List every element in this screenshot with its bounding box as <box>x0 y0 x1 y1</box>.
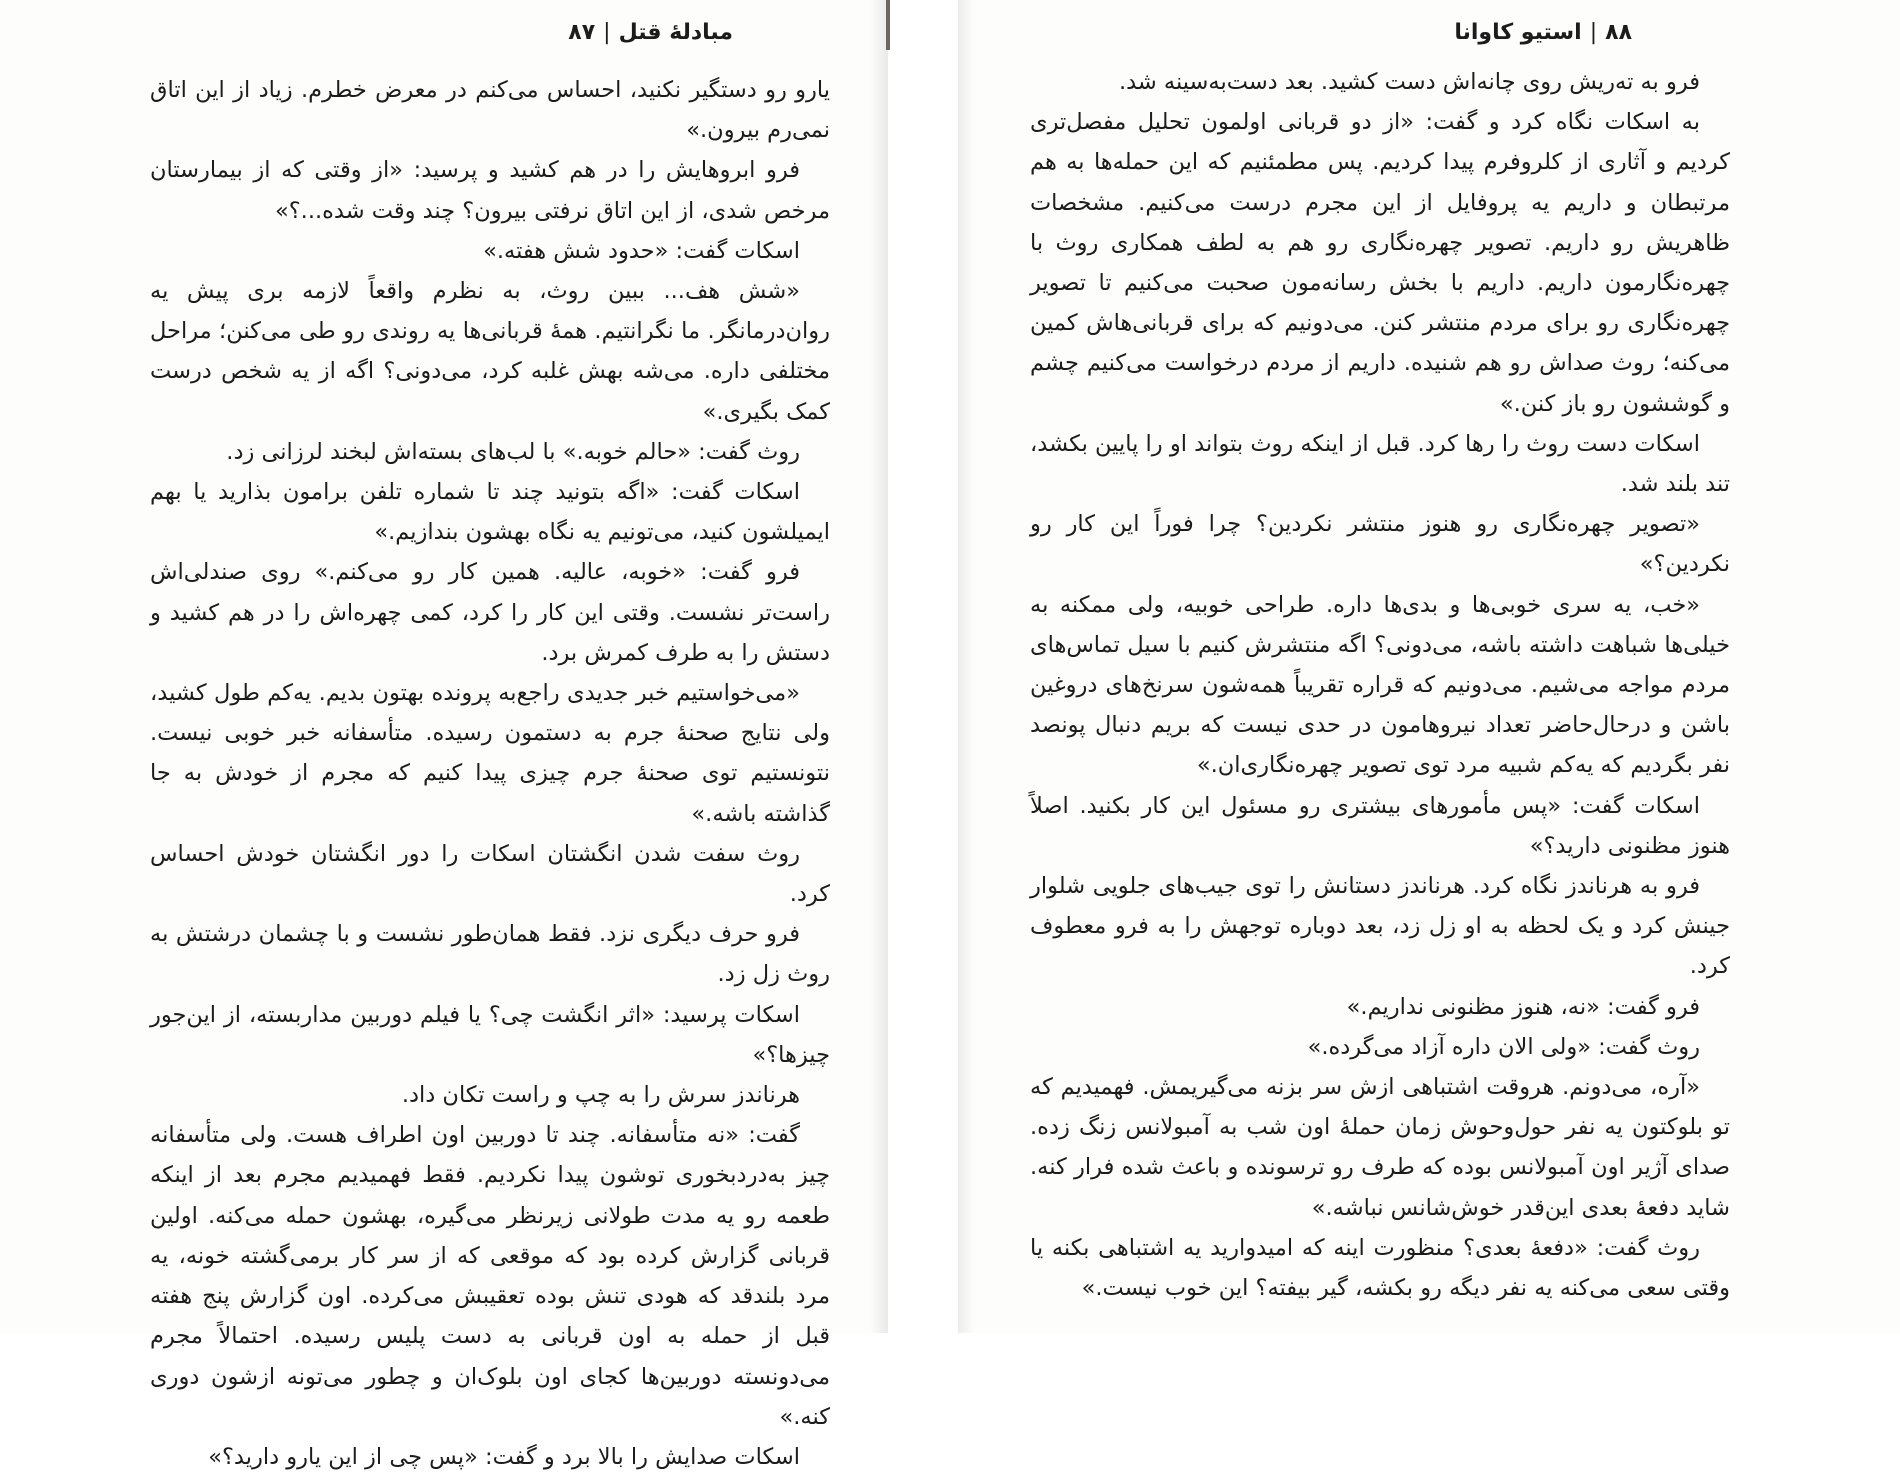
left-page <box>0 0 888 1470</box>
left-page-body <box>150 70 830 1477</box>
paragraph: روث گفت: «حالم خوبه.» با لب‌های بسته‌اش لبخند لرزانی زد. <box>226 438 800 465</box>
left-running-title: مبادلهٔ قتل <box>618 20 733 45</box>
paragraph: فرو گفت: «نه، هنوز مظنونی نداریم.» <box>1346 993 1700 1020</box>
paragraph: اسکات پرسید: «اثر انگشت چی؟ یا فیلم دوربین مداربسته، از این‌جور چیزها؟» <box>150 1001 830 1068</box>
paragraph: فرو به ته‌ریش روی چانه‌اش دست کشید. بعد دست‌به‌سینه شد. <box>1118 69 1700 95</box>
page-gap <box>888 0 958 1333</box>
paragraph: «تصویر چهره‌نگاری رو هنوز منتشر نکردین؟ چرا فوراً این کار رو نکردین؟» <box>1030 511 1730 578</box>
paragraph: گفت: «نه متأسفانه. چند تا دوربین اون اطراف هست. ولی متأسفانه چیز به‌دردبخوری توشون پیدا نکردیم. فقط فهمیدیم مجرم بعد از اینکه طعمه رو یه مدت طولانی زیرنظر می‌گیره، بهشون حمله می‌کنه. اولین قربانی گزارش کرده بود که موقعی که از سر کار برمی‌گشته خونه، یه مرد بلندقد که هودی تنش بوده تعقیبش می‌کرده. اون گزارش پنج هفته قبل از حمله به اون قربانی به دست پلیس رسیده. احتمالاً مجرم می‌دونسته دوربین‌ها کجای اون بلوک‌ان و چطور می‌تونه ازشون دوری کنه.» <box>150 1122 830 1430</box>
paragraph: «خب، یه سری خوبی‌ها و بدی‌ها داره. طراحی خوبیه، ولی ممکنه به خیلی‌ها شباهت داشته باشه، می‌دونی؟ اگه منتشرش کنیم با سیل تماس‌های مردم مواجه می‌شیم. می‌دونیم که قراره تقریباً همه‌شون سرنخ‌های دروغین باشن و درحال‌حاضر تعداد نیروهامون در حدی نیست که بریم دنبال پونصد نفر بگردیم که یه‌کم شبیه مرد توی تصویر چهره‌نگاری‌ان.» <box>1030 591 1730 779</box>
binding-edge <box>886 0 890 50</box>
header-separator: | <box>1589 20 1598 45</box>
right-running-title: استیو کاوانا <box>1454 20 1582 45</box>
right-page-number: ۸۸ <box>1605 20 1632 45</box>
paragraph: «شش هف... ببین روث، به نظرم واقعاً لازمه بری پیش یه روان‌درمانگر. ما نگرانتیم. همهٔ قربانی‌ها یه روندی رو طی می‌کنن؛ مراحل مختلفی داره. می‌شه بهش غلبه کرد، می‌دونی؟ اگه از یه شخص درست کمک بگیری.» <box>150 278 830 425</box>
left-page-header <box>568 20 733 45</box>
left-page-gutter-shadow <box>870 0 888 1333</box>
paragraph: روث گفت: «ولی الان داره آزاد می‌گرده.» <box>1307 1033 1700 1060</box>
left-page-number: ۸۷ <box>568 20 596 45</box>
paragraph: فرو حرف دیگری نزد. فقط همان‌طور نشست و با چشمان درشتش به روث زل زد. <box>150 921 830 988</box>
right-page-header <box>1454 20 1632 45</box>
right-page-body <box>1030 62 1730 1308</box>
right-page-gutter-shadow <box>958 0 974 1333</box>
paragraph: اسکات دست روث را رها کرد. قبل از اینکه روث بتواند او را پایین بکشد، تند بلند شد. <box>1030 430 1730 498</box>
paragraph: اسکات گفت: «حدود شش هفته.» <box>483 237 800 264</box>
paragraph: فرو به هرناندز نگاه کرد. هرناندز دستانش را توی جیب‌های جلویی شلوار جینش کرد و یک لحظه به او زل زد، بعد دوباره توجهش را به فرو معطوف کرد. <box>1030 873 1730 980</box>
paragraph: «می‌خواستیم خبر جدیدی راجع‌به پرونده بهتون بدیم. یه‌کم طول کشید، ولی نتایج صحنهٔ جرم به دستمون رسیده. متأسفانه خبر خوبی نیست. نتونستیم توی صحنهٔ جرم چیزی پیدا کنیم که مجرم از خودش به جا گذاشته باشه.» <box>150 680 830 827</box>
paragraph: «آره، می‌دونم. هروقت اشتباهی ازش سر بزنه می‌گیریمش. فهمیدیم که تو بلوکتون یه نفر حول‌وحوش زمان حملهٔ اون شب به آمبولانس زنگ زده. صدای آژیر اون آمبولانس بوده که طرف رو ترسونده و باعث شده فرار کنه. شاید دفعهٔ بعدی این‌قدر خوش‌شانس نباشه.» <box>1030 1074 1730 1221</box>
header-separator: | <box>603 20 611 45</box>
paragraph: اسکات گفت: «اگه بتونید چند تا شماره تلفن برامون بذارید یا بهم ایمیلشون کنید، می‌تونیم یه نگاه بهشون بندازیم.» <box>150 479 830 546</box>
paragraph: روث گفت: «دفعهٔ بعدی؟ منظورت اینه که امیدوارید یه اشتباهی بکنه یا وقتی سعی می‌کنه یه نفر دیگه رو بکشه، گیر بیفته؟ این خوب نیست.» <box>1030 1234 1730 1302</box>
paragraph: اسکات گفت: «پس مأمورهای بیشتری رو مسئول این کار بکنید. اصلاً هنوز مظنونی دارید؟» <box>1030 792 1730 859</box>
paragraph: اسکات صدایش را بالا برد و گفت: «پس چی از این یارو دارید؟» <box>208 1443 800 1470</box>
paragraph: فرو گفت: «خوبه، عالیه. همین کار رو می‌کنم.» روی صندلی‌اش راست‌تر نشست. وقتی این کار را کرد، کمی چهره‌اش را در هم کشید و دستش را به طرف کمرش برد. <box>150 559 830 666</box>
paragraph: روث سفت شدن انگشتان اسکات را دور انگشتان خودش احساس کرد. <box>150 840 830 908</box>
paragraph: هرناندز سرش را به چپ و راست تکان داد. <box>401 1082 800 1109</box>
paragraph: به اسکات نگاه کرد و گفت: «از دو قربانی اولمون تحلیل مفصل‌تری کردیم و آثاری از کلروفرم پیدا کردیم. پس مطمئنیم که این حمله‌ها به هم مرتبطان و داریم یه پروفایل از این مجرم درست می‌کنیم. مشخصات ظاهریش رو داریم. تصویر چهره‌نگاری رو هم به لطف همکاری روث با چهره‌نگارمون داریم. داریم با بخش رسانه‌مون صحبت می‌کنیم تا تصویر چهره‌نگاری رو برای مردم منتشر کنن. می‌دونیم که برای قربانی‌هاش کمین می‌کنه؛ روث صداش رو هم شنیده. داریم از مردم درخواست می‌کنیم چشم و گوششون رو باز کنن.» <box>1030 109 1730 417</box>
paragraph: یارو رو دستگیر نکنید، احساس می‌کنم در معرض خطرم. زیاد از این اتاق نمی‌رم بیرون.» <box>150 77 830 144</box>
paragraph: فرو ابروهایش را در هم کشید و پرسید: «از وقتی که از بیمارستان مرخص شدی، از این اتاق نرفتی بیرون؟ چند وقت شده...؟» <box>150 157 830 224</box>
